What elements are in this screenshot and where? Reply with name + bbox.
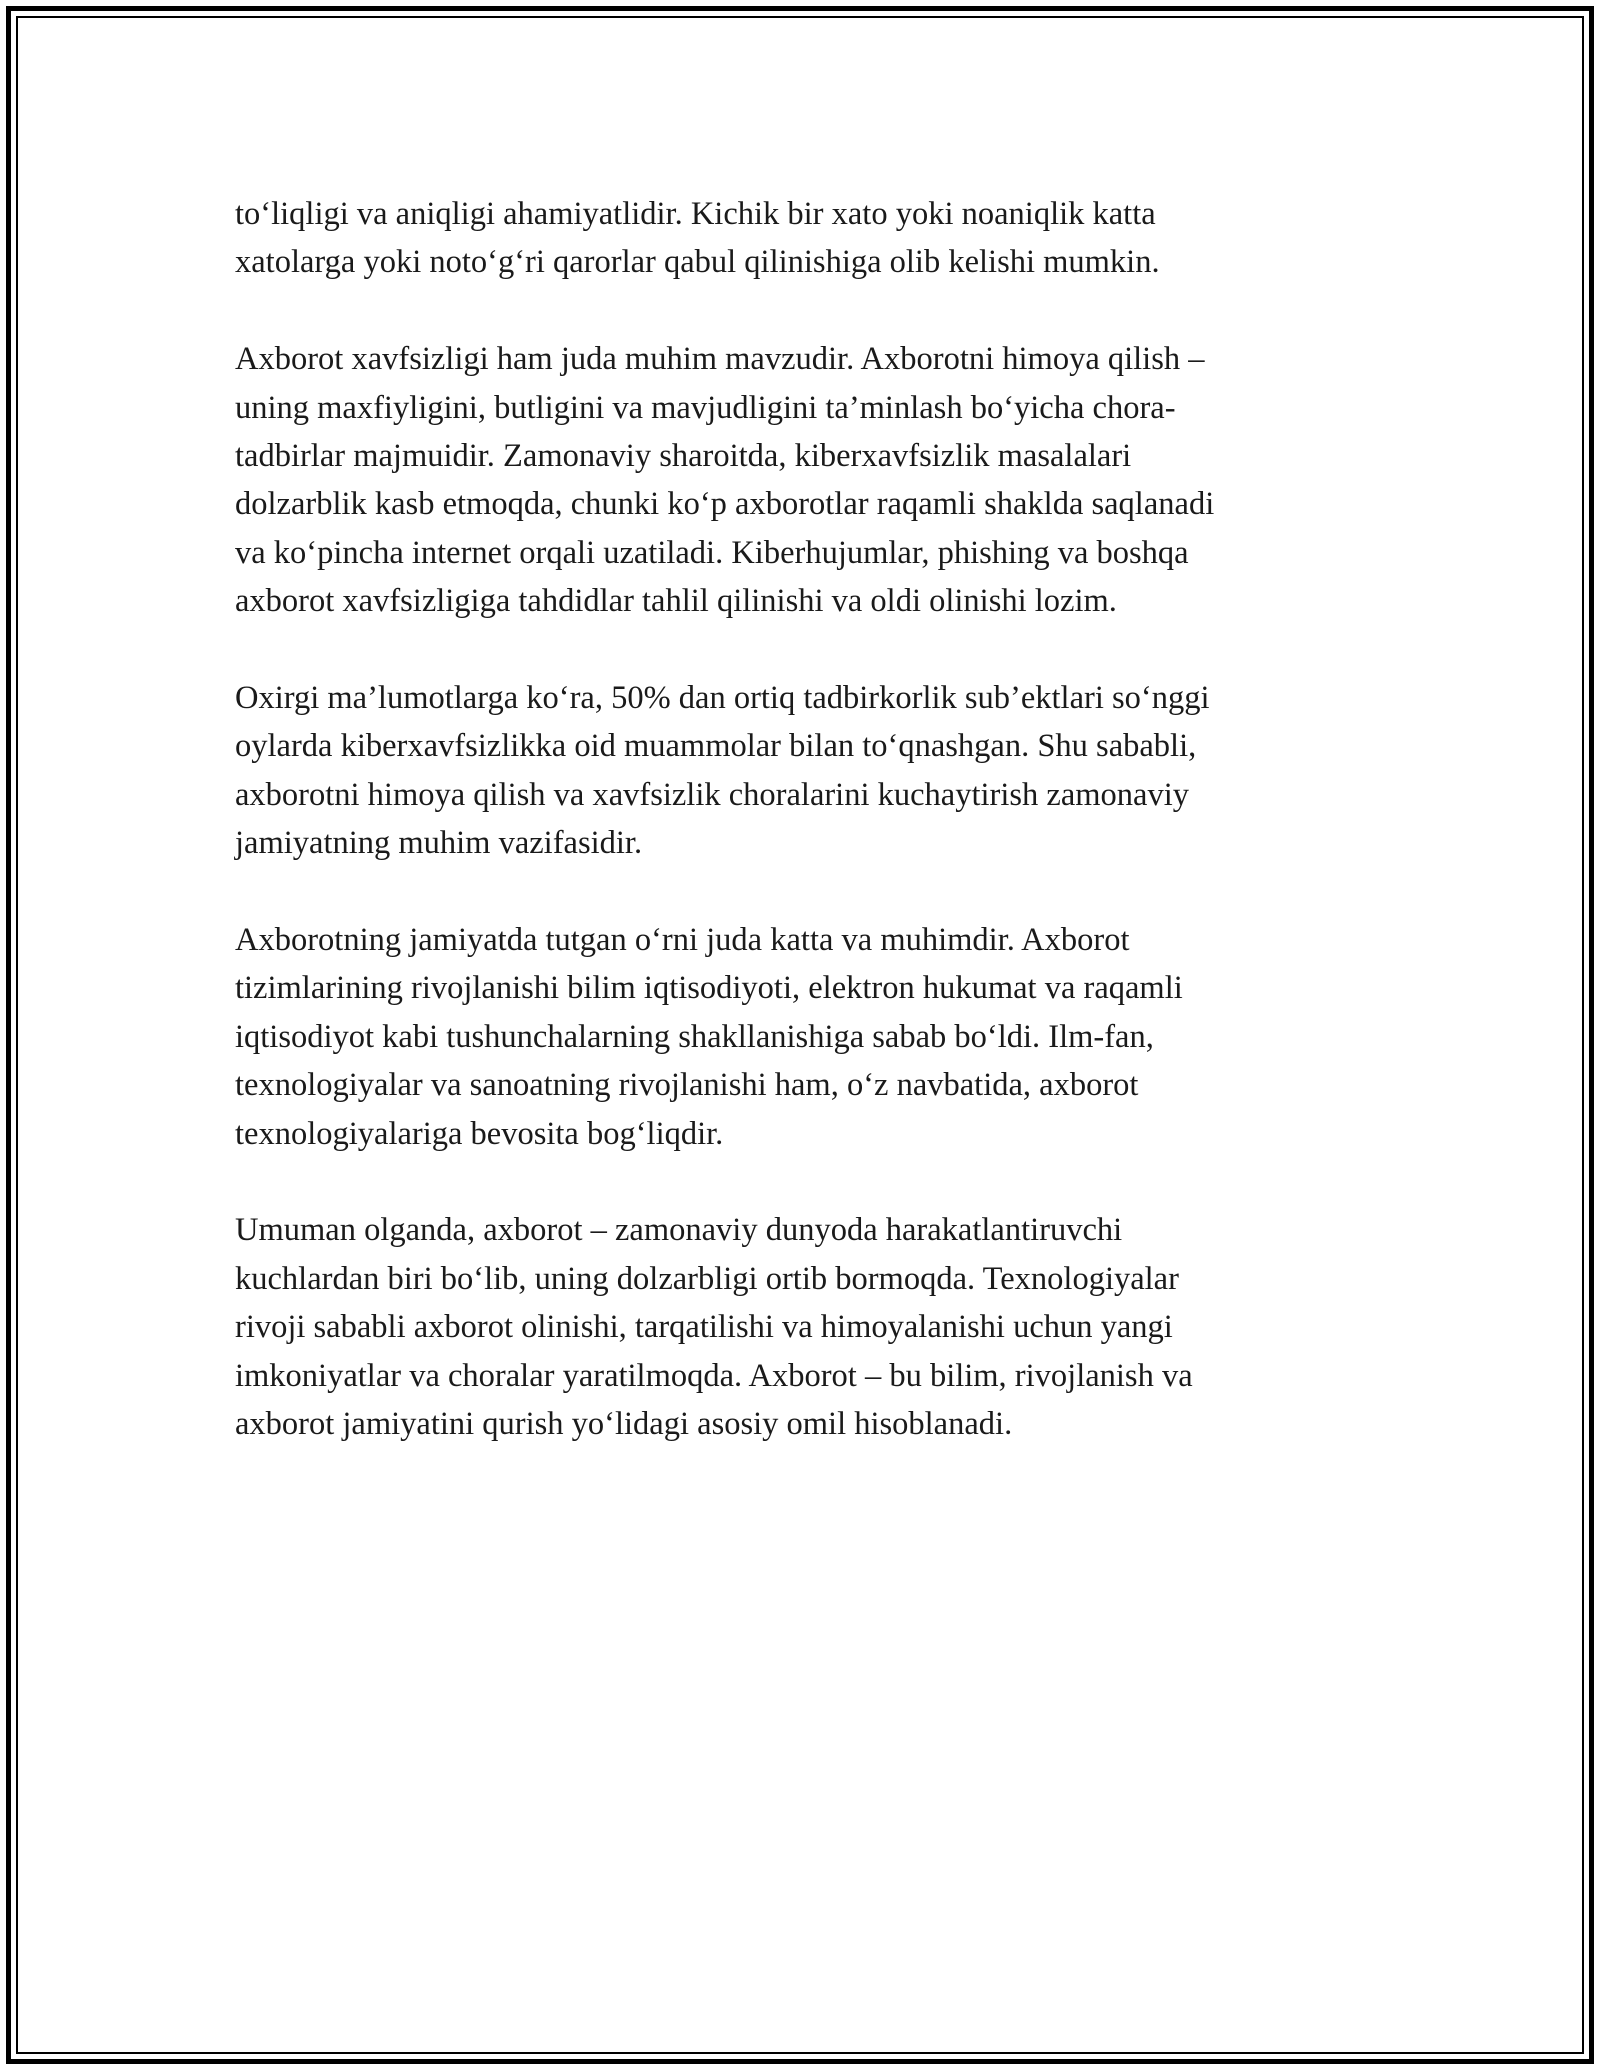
text-line: jamiyatning muhim vazifasidir. — [235, 825, 643, 862]
text-line: rivoji sababli axborot olinishi, tarqatilishi va himoyalanishi uchun yangi — [235, 1309, 1173, 1346]
text-line: axborot jamiyatini qurish yo‘lidagi asosiy omil hisoblanadi. — [235, 1406, 1013, 1443]
paragraph-5 — [235, 1206, 1365, 1448]
paragraph-1 — [235, 190, 1365, 287]
paragraph-3 — [235, 674, 1365, 868]
text-line: Umuman olganda, axborot – zamonaviy dunyoda harakatlantiruvchi — [235, 1212, 1123, 1249]
text-line: to‘liqligi va aniqligi ahamiyatlidir. Kichik bir xato yoki noaniqlik katta — [235, 196, 1156, 232]
text-line: oylarda kiberxavfsizlikka oid muammolar bilan to‘qnashgan. Shu sababli, — [235, 728, 1197, 765]
text-line: dolzarblik kasb etmoqda, chunki ko‘p axborotlar raqamli shaklda saqlanadi — [235, 486, 1215, 523]
paragraph-2 — [235, 335, 1365, 625]
paragraph-4 — [235, 916, 1365, 1158]
text-line: imkoniyatlar va choralar yaratilmoqda. Axborot – bu bilim, rivojlanish va — [235, 1357, 1193, 1394]
text-line: axborot xavfsizligiga tahdidlar tahlil qilinishi va oldi olinishi lozim. — [235, 583, 1117, 620]
text-line: Oxirgi ma’lumotlarga ko‘ra, 50% dan ortiq tadbirkorlik sub’ektlari so‘nggi — [235, 680, 1210, 717]
text-line: Axborotning jamiyatda tutgan o‘rni juda katta va muhimdir. Axborot — [235, 922, 1130, 959]
document-body — [235, 190, 1365, 1497]
text-line: Axborot xavfsizligi ham juda muhim mavzudir. Axborotni himoya qilish – — [235, 341, 1205, 378]
text-line: texnologiyalar va sanoatning rivojlanishi ham, o‘z navbatida, axborot — [235, 1067, 1139, 1104]
text-line: texnologiyalariga bevosita bog‘liqdir. — [235, 1115, 724, 1152]
text-line: uning maxfiyligini, butligini va mavjudligini ta’minlash bo‘yicha chora- — [235, 389, 1176, 426]
text-line: xatolarga yoki noto‘g‘ri qarorlar qabul qilinishiga olib kelishi mumkin. — [235, 244, 1160, 281]
text-line: tadbirlar majmuidir. Zamonaviy sharoitda, kiberxavfsizlik masalalari — [235, 438, 1132, 475]
text-line: kuchlardan biri bo‘lib, uning dolzarbligi ortib bormoqda. Texnologiyalar — [235, 1260, 1179, 1297]
text-line: axborotni himoya qilish va xavfsizlik choralarini kuchaytirish zamonaviy — [235, 776, 1189, 813]
text-line: tizimlarining rivojlanishi bilim iqtisodiyoti, elektron hukumat va raqamli — [235, 970, 1183, 1007]
text-line: iqtisodiyot kabi tushunchalarning shakllanishiga sabab bo‘ldi. Ilm-fan, — [235, 1018, 1154, 1055]
text-line: va ko‘pincha internet orqali uzatiladi. Kiberhujumlar, phishing va boshqa — [235, 534, 1189, 571]
